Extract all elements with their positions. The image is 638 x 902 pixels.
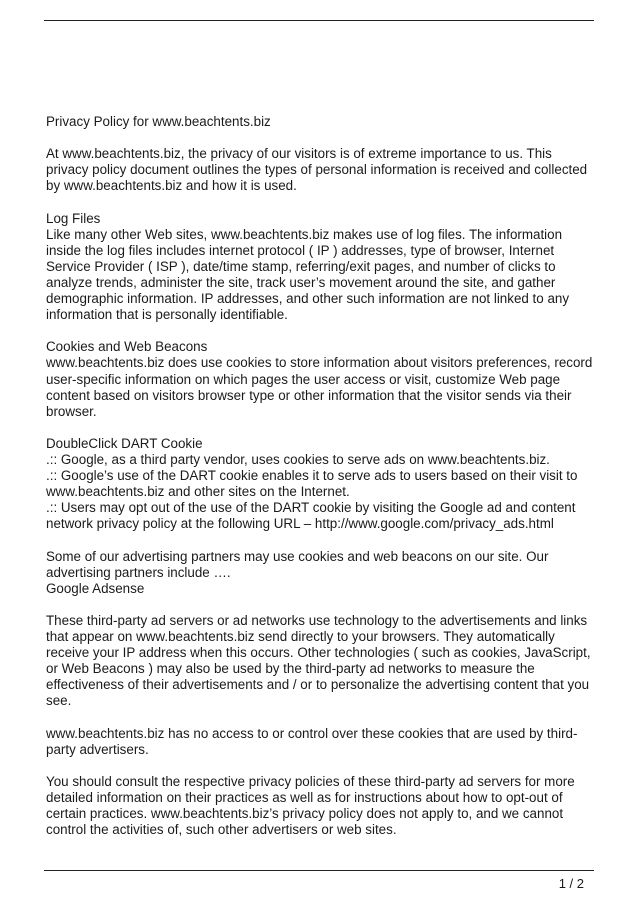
document-title: Privacy Policy for www.beachtents.biz [46,114,271,129]
no-access-paragraph: www.beachtents.biz has no access to or control over these cookies that are used by third-party advertisers. [46,725,578,757]
partner-name: Google Adsense [46,580,145,596]
page-number: 1 / 2 [558,876,584,891]
log-files-heading: Log Files [46,210,101,226]
dart-item-2: .:: Google’s use of the DART cookie enables it to serve ads to users based on their visit to www.beachtents.biz and other sites on the Internet. [46,468,578,500]
document-body [46,114,596,854]
header-rule [44,20,594,21]
dart-item-1: .:: Google, as a third party vendor, uses cookies to serve ads on www.beachtents.biz. [46,451,550,467]
partners-body: Some of our advertising partners may use cookies and web beacons on our site. Our advertising partners include …. [46,548,549,580]
footer-rule [44,870,594,871]
intro-paragraph: At www.beachtents.biz, the privacy of our visitors is of extreme importance to us. This privacy policy document outlines the types of personal information is received and collected by www.beachtents.biz and how it is used. [46,146,588,194]
cookies-heading: Cookies and Web Beacons [46,339,208,355]
consult-paragraph: You should consult the respective privacy policies of these third-party ad servers for more detailed information on their practices as well as for instructions about how to opt-out of certain practices. www.beachtents.biz’s privacy policy does not apply to, and we cannot control the activities of, such other advertisers or web sites. [46,773,575,838]
cookies-section [46,339,596,419]
partners-section [46,549,596,597]
third-party-paragraph: These third-party ad servers or ad networks use technology to the advertisements and links that appear on www.beachtents.biz send directly to your browsers. They automatically receive your IP address when this occurs. Other technologies ( such as cookies, JavaScript, or Web Beacons ) may also be used by the third-party ad networks to measure the effectiveness of their advertisements and / or to personalize the advertising content that you see. [46,612,591,709]
dart-item-3: .:: Users may opt out of the use of the DART cookie by visiting the Google ad and content network privacy policy at the following URL – http://www.google.com/privacy_ads.html [46,500,576,532]
dart-heading: DoubleClick DART Cookie [46,435,203,451]
cookies-body: www.beachtents.biz does use cookies to store information about visitors preferences, record user-specific information on which pages the user access or visit, customize Web page content based on visitors browser type or other information that the visitor sends via their browser. [46,355,593,419]
log-files-body: Like many other Web sites, www.beachtents.biz makes use of log files. The information inside the log files includes internet protocol ( IP ) addresses, type of browser, Internet Service Provider ( ISP ), date/time stamp, referring/exit pages, and number of clicks to analyze trends, administer the site, track user’s movement around the site, and gather demographic information. IP addresses, and other such information are not linked to any information that is personally identifiable. [46,226,570,323]
dart-section [46,436,596,533]
log-files-section [46,211,596,324]
